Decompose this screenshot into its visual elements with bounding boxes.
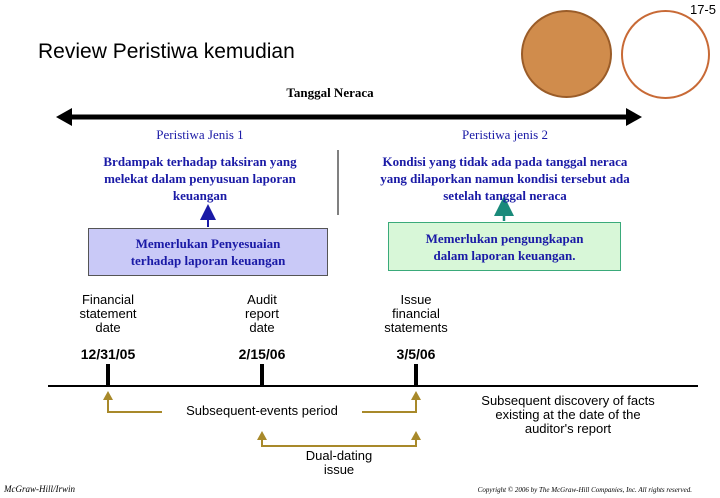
milestone-label-line: Issue	[400, 292, 432, 307]
dual-dating-line: issue	[323, 462, 355, 477]
subsequent-discovery-note	[448, 394, 688, 436]
type1-description-line: melekat dalam penyusuan laporan	[104, 171, 296, 186]
dual-dating-bracket	[262, 439, 416, 446]
type1-heading: Peristiwa Jenis 1	[156, 127, 244, 142]
milestone-label-audit-report	[212, 293, 312, 335]
balance-sheet-arrow	[56, 108, 642, 126]
type2-description-line: Kondisi yang tidak ada pada tanggal neraca	[382, 154, 628, 169]
type1-box-line: terhadap laporan keuangan	[130, 253, 286, 268]
dual-dating-line: Dual-dating	[305, 448, 373, 463]
subsequent-events-period-label: Subsequent-events period	[162, 404, 362, 418]
type2-description-line: yang dilaporkan namun kondisi tersebut ada	[380, 171, 630, 186]
type1-box-line: Memerlukan Penyesuaian	[135, 236, 281, 251]
type2-description	[350, 153, 660, 204]
milestone-label-line: date	[95, 320, 121, 335]
milestone-label-issue-statements	[361, 293, 471, 335]
type2-disclosure-box	[388, 222, 621, 271]
page-title: Review Peristiwa kemudian	[38, 40, 295, 63]
milestone-label-line: financial	[392, 306, 440, 321]
milestone-label-line: date	[249, 320, 275, 335]
type1-description	[70, 153, 330, 204]
discovery-line: Subsequent discovery of facts	[481, 393, 655, 408]
footer-copyright: Copyright © 2006 by The McGraw-Hill Companies, Inc. All rights reserved.	[477, 486, 692, 494]
type1-adjustment-box	[88, 228, 328, 276]
discovery-line: existing at the date of the	[495, 407, 641, 422]
milestone-label-financial-statement	[58, 293, 158, 335]
discovery-line: auditor's report	[524, 421, 612, 436]
milestone-label-line: Audit	[247, 292, 277, 307]
milestone-label-line: report	[245, 306, 279, 321]
milestone-date-audit-report: 2/15/06	[238, 346, 286, 362]
type2-box-line: dalam laporan keuangan.	[433, 247, 576, 263]
balance-sheet-label: Tanggal Neraca	[286, 85, 374, 100]
type1-description-line: keuangan	[172, 188, 228, 203]
type2-heading: Peristiwa jenis 2	[462, 127, 548, 142]
milestone-date-issue-statements: 3/5/06	[396, 346, 436, 362]
milestone-date-financial-statement: 12/31/05	[80, 346, 136, 362]
type2-description-line: setelah tanggal neraca	[443, 188, 567, 203]
type2-box-line: Memerlukan pengungkapan	[425, 230, 584, 246]
slide-number: 17-5	[689, 2, 716, 17]
milestone-label-line: Financial	[81, 292, 135, 307]
footer-publisher: McGraw-Hill/Irwin	[4, 484, 75, 494]
milestone-label-line: statements	[384, 320, 448, 335]
type1-description-line: Brdampak terhadap taksiran yang	[103, 154, 297, 169]
dual-dating-label	[289, 449, 389, 477]
milestone-label-line: statement	[79, 306, 137, 321]
